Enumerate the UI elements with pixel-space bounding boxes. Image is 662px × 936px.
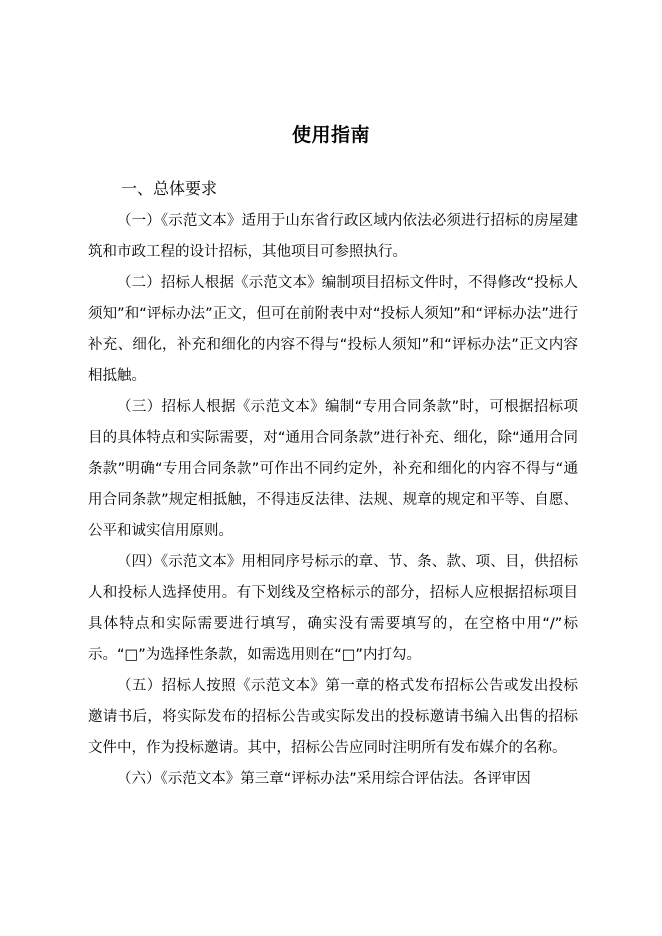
paragraph-5: （五）招标人按照《示范文本》第一章的格式发布招标公告或发出投标邀请书后，将实际发布的招标公告或实际发出的投标邀请书编入出售的招标文件中，作为投标邀请。其中，招标公告应同时注明所有发布媒介的名称。 <box>88 678 578 756</box>
paragraph-3: （三）招标人根据《示范文本》编制“专用合同条款”时，可根据招标项目的具体特点和实际需要，对“通用合同条款”进行补充、细化，除“通用合同条款”明确“专用合同条款”可作出不同约定外，补充和细化的内容不得与“通用合同条款”规定相抵触，不得违反法律、法规、规章的规定和平等、自愿、公平和诚实信用原则。 <box>88 399 578 539</box>
paragraph-2: （二）招标人根据《示范文本》编制项目招标文件时，不得修改“投标人须知”和“评标办法”正文，但可在前附表中对“投标人须知”和“评标办法”进行补充、细化，补充和细化的内容不得与“投标人须知”和“评标办法”正文内容相抵触。 <box>88 275 578 384</box>
page-title: 使用指南 <box>291 124 370 146</box>
section-heading: 一、总体要求 <box>121 179 218 198</box>
paragraph-4: （四）《示范文本》用相同序号标示的章、节、条、款、项、目，供招标人和投标人选择使用。有下划线及空格标示的部分，招标人应根据招标项目具体特点和实际需要进行填写，确实没有需要填写的，在空格中用“/”标示。“□”为选择性条款，如需选用则在“□”内打勾。 <box>88 554 578 663</box>
body-text <box>88 206 578 795</box>
paragraph-1: （一）《示范文本》适用于山东省行政区域内依法必须进行招标的房屋建筑和市政工程的设计招标，其他项目可参照执行。 <box>88 213 578 260</box>
paragraph-6: （六）《示范文本》第三章“评标办法”采用综合评估法。各评审因 <box>117 771 531 787</box>
